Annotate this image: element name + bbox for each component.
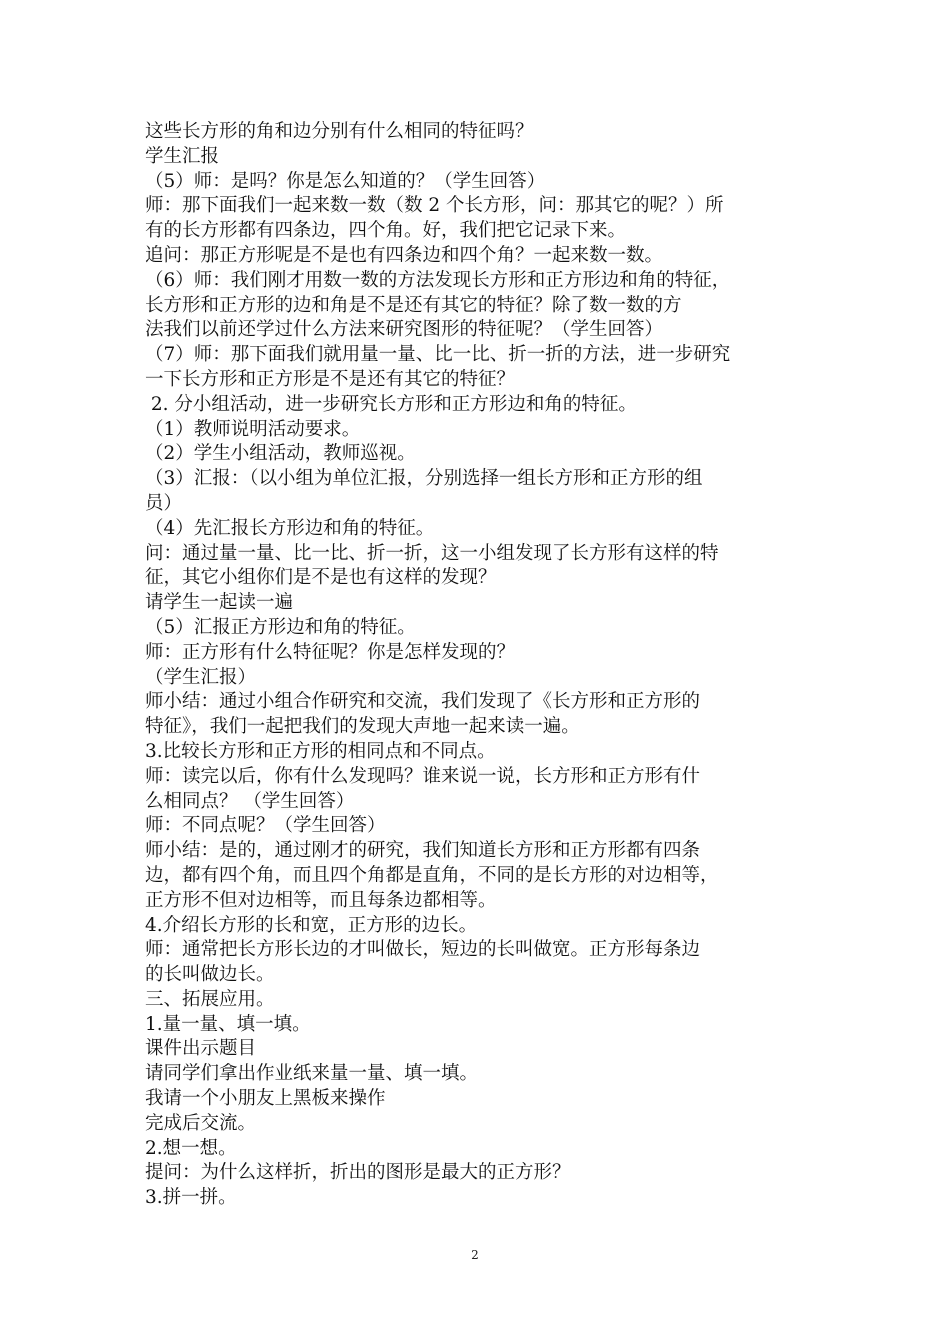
text-line: （4）先汇报长方形边和角的特征。 (145, 517, 435, 539)
text-line: 师小结：是的，通过刚才的研究，我们知道长方形和正方形都有四条 (145, 840, 701, 862)
text-line: 这些长方形的角和边分别有什么相同的特征吗？ (145, 121, 534, 142)
text-line: （5）师：是吗？你是怎么知道的？（学生回答） (145, 170, 546, 192)
text-line: 学生汇报 (145, 145, 220, 167)
text-line: 师：通常把长方形长边的才叫做长，短边的长叫做宽。正方形每条边 (145, 939, 701, 961)
text-line: 边，都有四个角，而且四个角都是直角，不同的是长方形的对边相等， (145, 864, 719, 886)
text-line: 师：正方形有什么特征呢？你是怎样发现的？ (145, 641, 516, 663)
text-line: 师：那下面我们一起来数一数（数 2 个长方形，问：那其它的呢？）所 (145, 195, 724, 217)
page-number: 2 (471, 1248, 479, 1262)
text-line: 3.比较长方形和正方形的相同点和不同点。 (145, 740, 496, 762)
text-line: 完成后交流。 (145, 1112, 257, 1134)
text-line: 我请一个小朋友上黑板来操作 (145, 1088, 386, 1110)
text-line: （7）师：那下面我们就用量一量、比一比、折一折的方法，进一步研究 (145, 344, 731, 366)
text-line: 三、拓展应用。 (145, 988, 275, 1010)
text-line: 课件出示题目 (145, 1038, 257, 1060)
text-line: 师：不同点呢？（学生回答） (145, 815, 386, 837)
text-line: 长方形和正方形的边和角是不是还有其它的特征？除了数一数的方 (145, 294, 682, 316)
text-line: 有的长方形都有四条边，四个角。好，我们把它记录下来。 (145, 220, 627, 242)
text-line: （1）教师说明活动要求。 (145, 418, 361, 440)
text-line: 师小结：通过小组合作研究和交流，我们发现了《长方形和正方形的 (145, 691, 701, 713)
text-line: 4.介绍长方形的长和宽，正方形的边长。 (145, 914, 478, 936)
text-line: 一下长方形和正方形是不是还有其它的特征？ (145, 368, 516, 390)
text-line: （6）师：我们刚才用数一数的方法发现长方形和正方形边和角的特征， (145, 269, 731, 291)
text-line: 么相同点？ （学生回答） (145, 790, 355, 812)
text-line: 1.量一量、填一填。 (145, 1013, 311, 1035)
text-line: 特征》，我们一起把我们的发现大声地一起来读一遍。 (145, 716, 580, 738)
text-line: 正方形不但对边相等，而且每条边都相等。 (145, 889, 497, 911)
text-line: 法我们以前还学过什么方法来研究图形的特征呢？（学生回答） (145, 319, 664, 341)
text-line: （学生汇报） (145, 666, 257, 688)
text-line: 请学生一起读一遍 (145, 592, 294, 614)
text-line: （5）汇报正方形边和角的特征。 (145, 616, 416, 638)
text-line: 的长叫做边长。 (145, 964, 275, 986)
text-line: 问：通过量一量、比一比、折一折，这一小组发现了长方形有这样的特 (145, 542, 719, 564)
text-line: （3）汇报：（以小组为单位汇报，分别选择一组长方形和正方形的组 (145, 468, 703, 490)
text-line: （2）学生小组活动，教师巡视。 (145, 443, 416, 465)
text-line: 师：读完以后，你有什么发现吗？谁来说一说，长方形和正方形有什 (145, 765, 701, 787)
text-line: 提问：为什么这样折，折出的图形是最大的正方形？ (145, 1162, 571, 1184)
text-line: 请同学们拿出作业纸来量一量、填一填。 (145, 1063, 479, 1085)
document-body (145, 120, 815, 1211)
text-line: 追问：那正方形呢是不是也有四条边和四个角？一起来数一数。 (145, 244, 664, 266)
text-line: 员） (145, 492, 183, 514)
text-line: 征，其它小组你们是不是也有这样的发现？ (145, 567, 497, 589)
text-line: 3.拼一拼。 (145, 1187, 237, 1209)
text-line: 2.想一想。 (145, 1137, 237, 1159)
text-line: 2. 分小组活动，进一步研究长方形和正方形边和角的特征。 (145, 393, 637, 415)
